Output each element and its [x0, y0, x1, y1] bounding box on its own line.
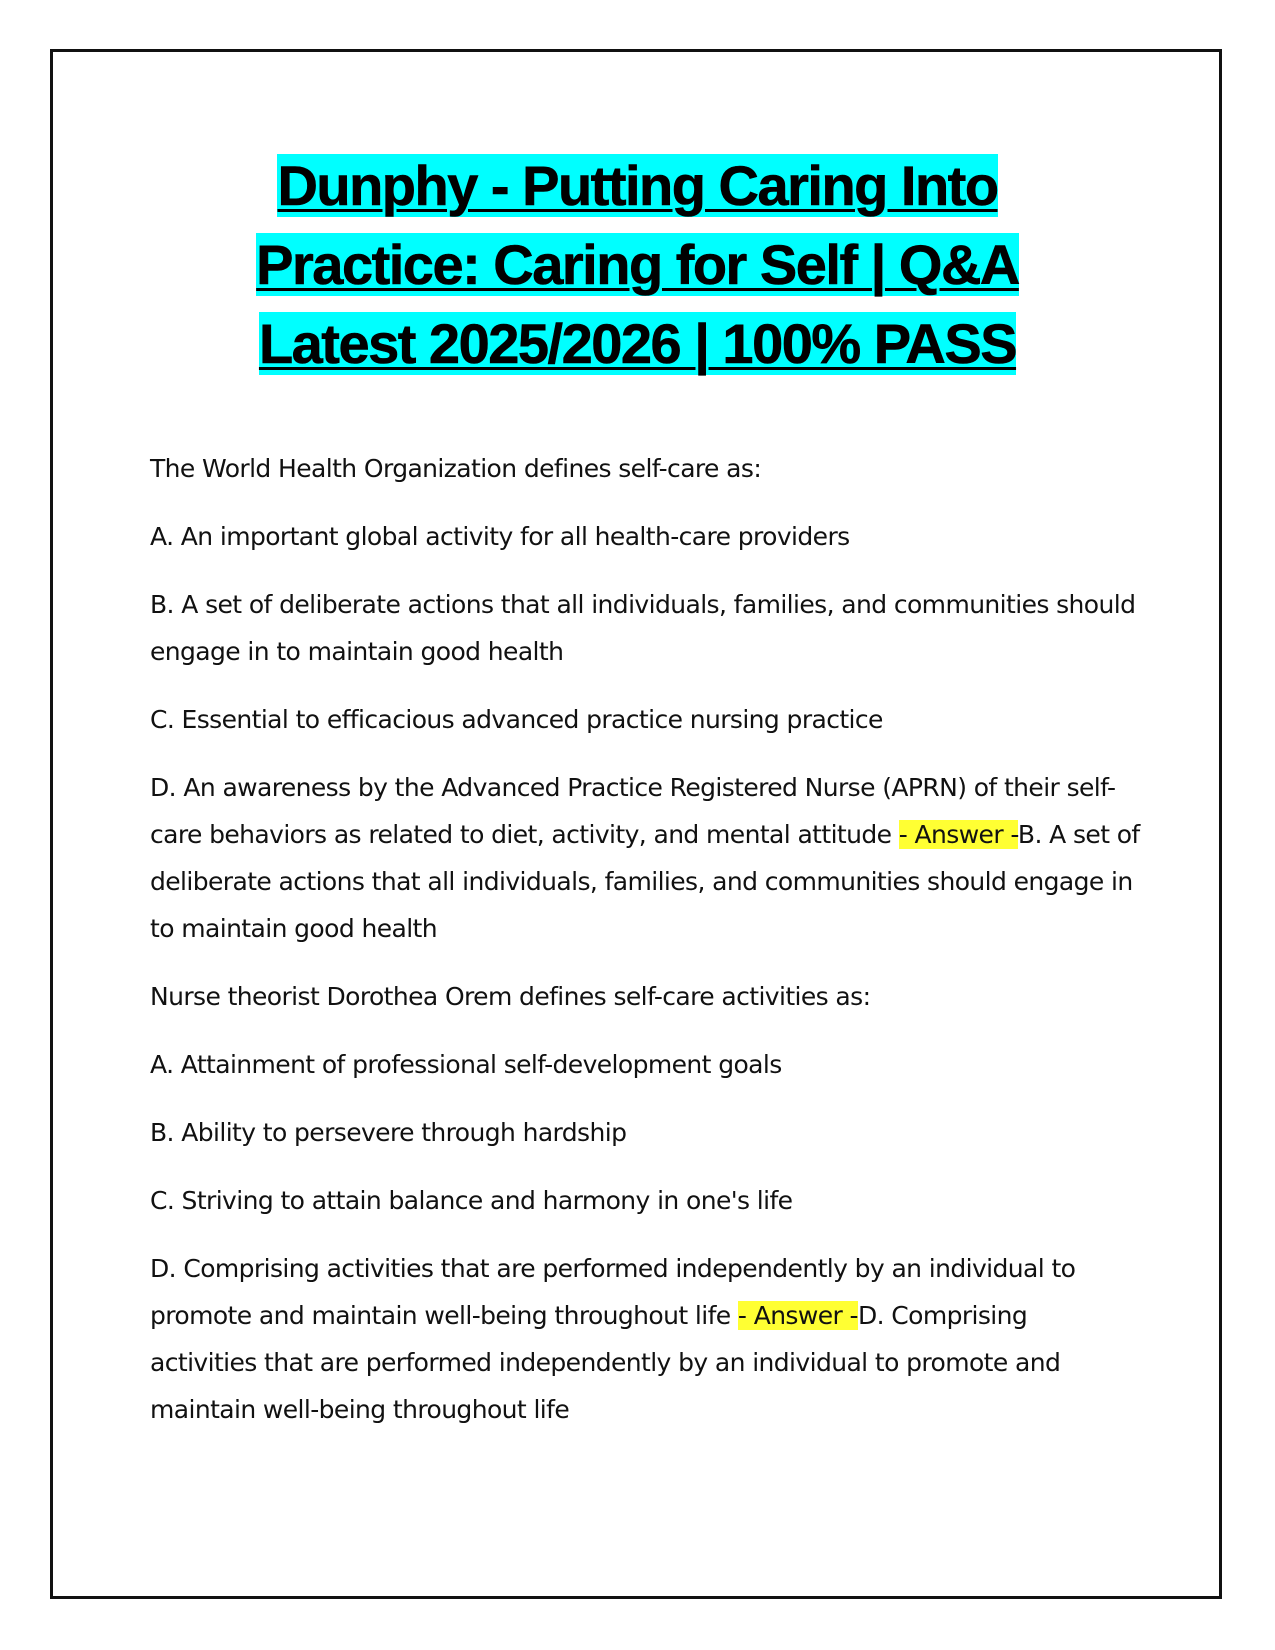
option-d: D. Comprising activities that are performed independently by an individual to promote and maintain well-being throughout life [150, 1254, 1076, 1330]
option-b: B. Ability to persevere through hardship [150, 1118, 627, 1147]
answer-label: - Answer - [737, 1301, 858, 1330]
title-line-2: Practice: Caring for Self | Q&A [256, 233, 1019, 296]
question-prompt: Nurse theorist Dorothea Orem defines self-care activities as: [150, 982, 871, 1011]
title-line-3: Latest 2025/2026 | 100% PASS [258, 312, 1017, 375]
option-b: B. A set of deliberate actions that all individuals, families, and communities should engage in to maintain good health [150, 590, 1136, 666]
option-a: A. An important global activity for all health-care providers [150, 522, 850, 551]
answer-text: D. Comprising activities that are performed independently by an individual to promote and maintain well-being throughout life [150, 1301, 1061, 1424]
answer-label: - Answer - [898, 820, 1018, 849]
qa-content [150, 445, 1140, 1454]
option-c: C. Striving to attain balance and harmony in one's life [150, 1186, 793, 1215]
title-line-1: Dunphy - Putting Caring Into [277, 154, 998, 217]
option-d-with-answer [150, 1245, 1140, 1433]
option-c: C. Essential to efficacious advanced practice nursing practice [150, 705, 883, 734]
option-d-with-answer [150, 764, 1140, 952]
question-prompt: The World Health Organization defines self-care as: [150, 454, 762, 483]
answer-text: B. A set of deliberate actions that all individuals, families, and communities should engage in to maintain good health [150, 820, 1140, 943]
option-a: A. Attainment of professional self-development goals [150, 1050, 782, 1079]
document-title [100, 146, 1175, 383]
option-d: D. An awareness by the Advanced Practice Registered Nurse (APRN) of their self-care behaviors as related to diet, activity, and mental attitude [150, 773, 1116, 849]
